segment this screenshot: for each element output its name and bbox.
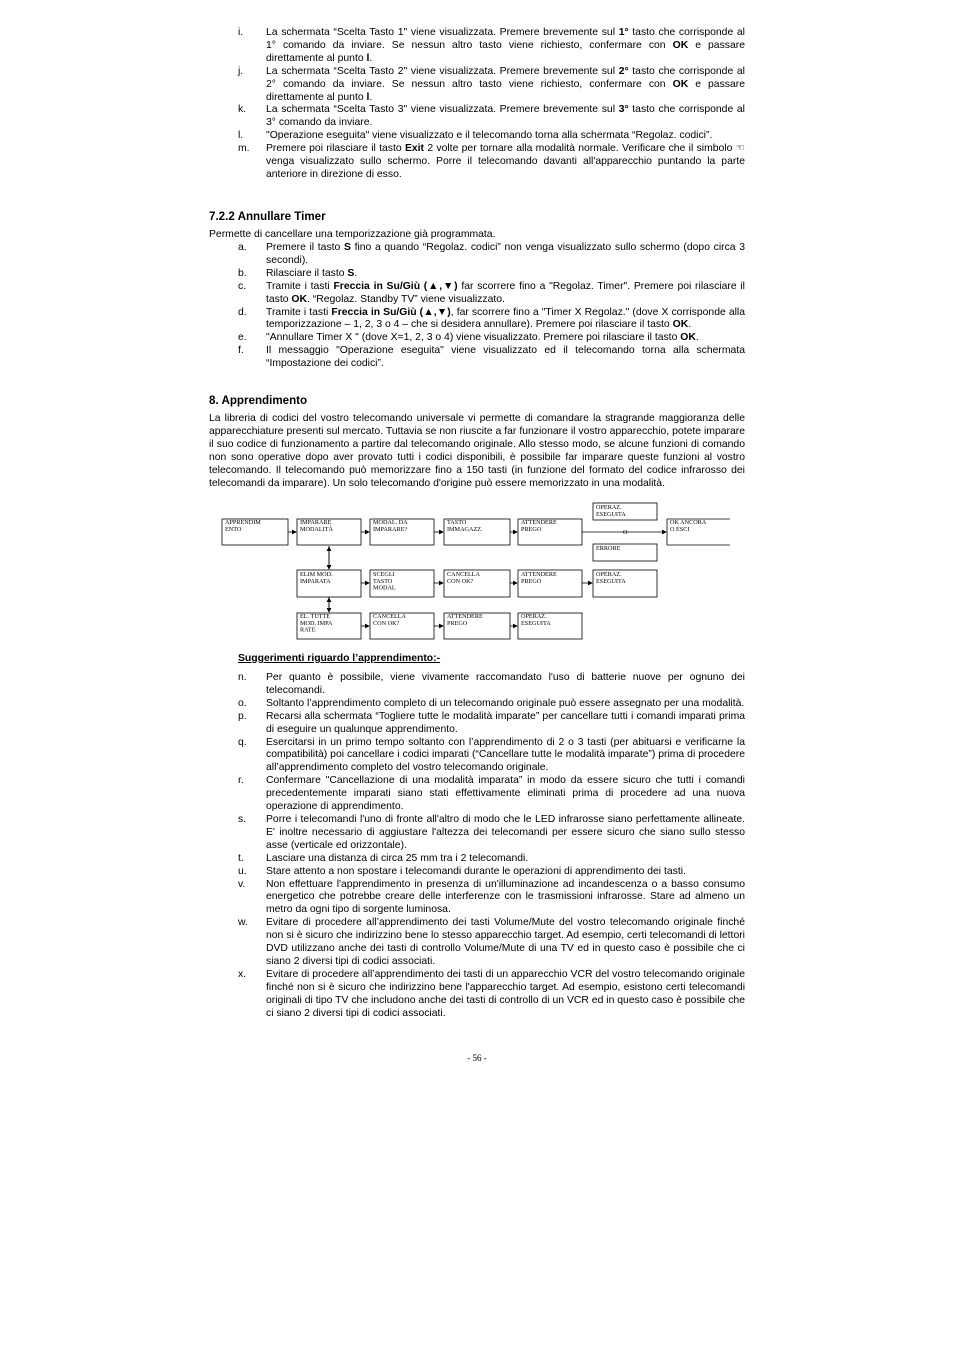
list-item-label: b.: [238, 267, 247, 279]
flowchart-label: CON OK?: [447, 577, 474, 585]
flowchart-label: SCEGLI: [373, 571, 395, 578]
flowchart-label: PREGO: [521, 525, 542, 533]
list-item-text: Porre i telecomandi l'uno di fronte all'altro di modo che le LED infrarosse siano perfettamente allineate. E' inoltre necessario di aggiustare l'altezza dei telecomandi per essere sicuro che siano sullo stesso asse (verticale ed orizzontale).: [266, 813, 745, 851]
flowchart-label: ESEGUITA: [596, 577, 626, 585]
list-item-label: e.: [238, 332, 247, 344]
flowchart-label: ELIM MOD.: [300, 571, 333, 578]
list-item-text: "Operazione eseguita" viene visualizzato e il telecomando torna alla schermata “Regolaz. codici”.: [266, 130, 713, 142]
list-item-text: Soltanto l’apprendimento completo di un telecomando originale può essere assegnato per una modalità.: [266, 697, 745, 709]
list-item-text: Il messaggio "Operazione eseguita" viene visualizzato ed il telecomando torna alla schermata “Impostazione dei codici”.: [266, 345, 745, 370]
list-item-text: Esercitarsi in un primo tempo soltanto con l’apprendimento di 2 o 3 tasti (per abituarsi e verificarne la compatibilità) poi cancellare i codici imparati (“Cancellare tutte le modalità imparate”) prima di procedere all’apprendimento completo del vostro telecomando originale.: [266, 736, 745, 774]
list-item-label: v.: [238, 878, 246, 890]
list-item-text: Confermare "Cancellazione di una modalità imparata” in modo da essere sicuro che tutti i comandi precedentemente imparati siano stati effettivamente eliminati prima di procedere ad una nuova operazione di apprendimento.: [266, 775, 745, 813]
list-item-text: Stare attento a non spostare i telecomandi durante le operazioni di apprendimento dei tasti.: [266, 865, 686, 877]
list-item: [238, 969, 745, 1021]
list-item-text: La schermata “Scelta Tasto 1" viene visualizzata. Premere brevemente sul 1° tasto che corrisponde al 1° comando da inviare. Se nessun altro tasto viene richiesto, confermare con OK e passare direttamente al punto l.: [266, 27, 745, 64]
list-item: [238, 814, 745, 853]
flowchart-label: TASTO: [373, 577, 393, 585]
list-item-label: m.: [238, 143, 250, 155]
list-item-text: Evitare di procedere all’apprendimento dei tasti Volume/Mute del vostro telecomando originale finché non si è sicuro che indirizzino bene lo stesso apparecchio target. Ad esempio, certi telecomandi di lettori DVD utilizzano anche dei tasti di controllo Volume/Mute di una TV ed in questo caso è possibile che ci siano 2 diversi tipi di codici associati.: [266, 917, 745, 967]
list-item-label: d.: [238, 306, 247, 318]
flowchart-label: RATE: [300, 626, 316, 634]
list-item: [238, 698, 745, 711]
list-item-label: n.: [238, 672, 247, 683]
list-item-label: t.: [238, 852, 244, 864]
list-item-text: La schermata “Scelta Tasto 2" viene visualizzata. Premere brevemente sul 2° tasto che corrisponde al 2° comando da inviare. Se nessun altro tasto viene richiesto, confermare con OK e passare direttamente al punto l.: [266, 65, 745, 103]
flowchart-label: CANCELLA: [447, 571, 480, 578]
list-item: [238, 281, 745, 307]
flowchart-or-label: O: [623, 529, 628, 536]
list-item: [238, 332, 745, 345]
list-item: [238, 345, 745, 371]
list-item-text: Premere poi rilasciare il tasto Exit 2 volte per tornare alla modalità normale. Verificare che il simbolo ☜ venga visualizzato sullo schermo. Porre il telecomando davanti all'apparecchio puntando la parte anteriore in direzione di esso.: [266, 143, 745, 180]
list-item-label: u.: [238, 865, 247, 877]
list-item: [238, 775, 745, 814]
section-body: La libreria di codici del vostro telecomando universale vi permette di comandare la stragrande maggioranza delle apparecchiature presenti sul mercato. Tuttavia se non riuscite a far funzionare il vostro apparecchio, potete imparare il suo codice di funzionamento a partire dal telecomando originale. Allo stesso modo, se alcune funzioni di comando non sono operative dopo aver provato tutti i codici disponibili, è possibile far imparare queste funzioni al vostro telecomando. Il telecomando può memorizzare fino a 150 tasti (in funzione del formato del codice infrarosso dei telecomandi da imparare). Un solo telecomando d'origine può essere memorizzato in una modalità.: [209, 413, 745, 489]
list-item-text: Rilasciare il tasto S.: [266, 267, 358, 279]
list-item: [238, 307, 745, 333]
section-intro: Permette di cancellare una temporizzazione già programmata.: [209, 229, 496, 240]
list-item-text: Per quanto è possibile, viene vivamente raccomandato l'uso di batterie nuove per ognuno dei telecomandi.: [266, 672, 745, 696]
list-item-label: s.: [238, 813, 247, 825]
list-item: [238, 268, 745, 281]
list-item-text: Premere il tasto S fino a quando “Regolaz. codici” non venga visualizzato sullo schermo (dopo circa 3 secondi).: [266, 242, 745, 266]
tips-list: [238, 672, 745, 1020]
list-item: [238, 104, 745, 130]
flowchart-label: PREGO: [447, 619, 468, 627]
list-item: [238, 672, 745, 698]
flowchart-label: IMPARARE?: [373, 525, 408, 533]
instruction-list-top: [238, 27, 745, 182]
flowchart-label: IMMAGAZZ.: [447, 525, 483, 533]
list-item-text: La schermata “Scelta Tasto 3" viene visualizzata. Premere brevemente sul 3° tasto che corrisponde al 3° comando da inviare.: [266, 104, 745, 129]
list-item-label: l.: [238, 130, 244, 142]
list-item: [238, 242, 745, 268]
flowchart-label: OPERAZ.: [596, 571, 622, 578]
list-item-label: o.: [238, 697, 247, 709]
list-item: [238, 866, 745, 879]
list-item-label: f.: [238, 345, 244, 357]
list-item-label: a.: [238, 242, 247, 253]
flowchart-label: ATTENDERE: [447, 613, 483, 620]
section-title-apprendimento: 8. Apprendimento: [209, 394, 308, 407]
flowchart-label: PREGO: [521, 577, 542, 585]
list-item-label: k.: [238, 104, 247, 116]
flowchart-label: OPERAZ.: [521, 613, 547, 620]
flowchart-label: CON OK?: [373, 619, 400, 627]
list-item-label: i.: [238, 27, 244, 38]
flowchart-label: ENTO: [225, 525, 242, 533]
flowchart-label: IMPARATA: [300, 577, 331, 585]
tips-title: Suggerimenti riguardo l’apprendimento:-: [238, 653, 441, 664]
flowchart-label: MOD. IMPA: [300, 619, 333, 627]
list-item: [238, 27, 745, 66]
list-item-text: Evitare di procedere all’apprendimento dei tasti di un apparecchio VCR del vostro telecomando originale finché non si è sicuro che indirizzino bene l'apparecchio target. Ad esempio, esistono certi telecomandi originali di tipo TV che includono anche dei tasti di controllo di un VCR ed in questo caso è possibile che ci siano 2 diversi tipi di codici associati.: [266, 968, 745, 1019]
flowchart-label: ESEGUITA: [521, 619, 551, 627]
flowchart-label: MODAL. DA: [373, 519, 408, 526]
list-item-text: Tramite i tasti Freccia in Su/Giù (▲,▼) far scorrere fino a "Regolaz. Timer". Premere poi rilasciare il tasto OK. “Regolaz. Standby TV” viene visualizzato.: [266, 280, 745, 305]
list-item-label: q.: [238, 736, 247, 748]
flowchart-label: TASTO: [447, 519, 467, 526]
list-item: [238, 737, 745, 776]
page-number: - 56 -: [467, 1053, 487, 1063]
list-item-text: Non effettuare l'apprendimento in presenza di un'illuminazione ad incandescenza o a basso consumo energetico che potrebbe creare delle interferenze con le trasmissioni infrarosse. Stare ad almeno un metro da ogni tipo di sorgente luminosa.: [266, 878, 745, 916]
flowchart-label: IMPARARE: [300, 519, 332, 526]
instruction-list-timer: [238, 242, 745, 371]
flowchart-label: OPERAZ.: [596, 504, 622, 511]
flowchart-label: O ESCI: [670, 525, 690, 533]
list-item-label: x.: [238, 968, 247, 980]
list-item-label: c.: [238, 280, 247, 292]
list-item-text: Recarsi alla schermata “Togliere tutte le modalità imparate” per cancellare tutti i comandi imparati prima di eseguire un qualunque apprendimento.: [266, 710, 745, 735]
flowchart-label: MODAL: [373, 584, 396, 592]
list-item-label: w.: [238, 917, 248, 929]
flowchart-label: EL. TUTTE: [300, 613, 331, 620]
list-item: [238, 853, 745, 866]
list-item-label: r.: [238, 775, 244, 787]
list-item-label: j.: [238, 65, 244, 77]
list-item-text: Tramite i tasti Freccia in Su/Giù (▲,▼), far scorrere fino a "Timer X Regolaz." (dove X corrisponde alla temporizzazione – 1, 2, 3 o 4 – che si desidera annullare). Premere poi rilasciare il tasto OK.: [266, 306, 745, 331]
list-item: [238, 130, 745, 143]
flowchart-label: CANCELLA: [373, 613, 406, 620]
list-item: [238, 143, 745, 182]
section-title-annullare-timer: 7.2.2 Annullare Timer: [209, 210, 326, 223]
flowchart-label: ATTENDERE: [521, 571, 557, 578]
list-item-text: "Annullare Timer X " (dove X=1, 2, 3 o 4) viene visualizzato. Premere poi rilasciare il tasto OK.: [266, 332, 699, 344]
list-item-text: Lasciare una distanza di circa 25 mm tra i 2 telecomandi.: [266, 852, 529, 864]
list-item: [238, 879, 745, 918]
learning-flowchart: [220, 502, 735, 644]
flowchart-label: ERRORE: [596, 545, 621, 552]
list-item: [238, 711, 745, 737]
list-item-label: p.: [238, 710, 247, 722]
list-item: [238, 66, 745, 105]
flowchart-label: ESEGUITA: [596, 510, 626, 518]
flowchart-label: ATTENDERE: [521, 519, 557, 526]
list-item: [238, 917, 745, 969]
flowchart-label: MODALITÀ: [300, 525, 333, 533]
flowchart-label: APPRENDIM: [225, 519, 261, 526]
flowchart-label: OK ANCORA: [670, 519, 707, 526]
